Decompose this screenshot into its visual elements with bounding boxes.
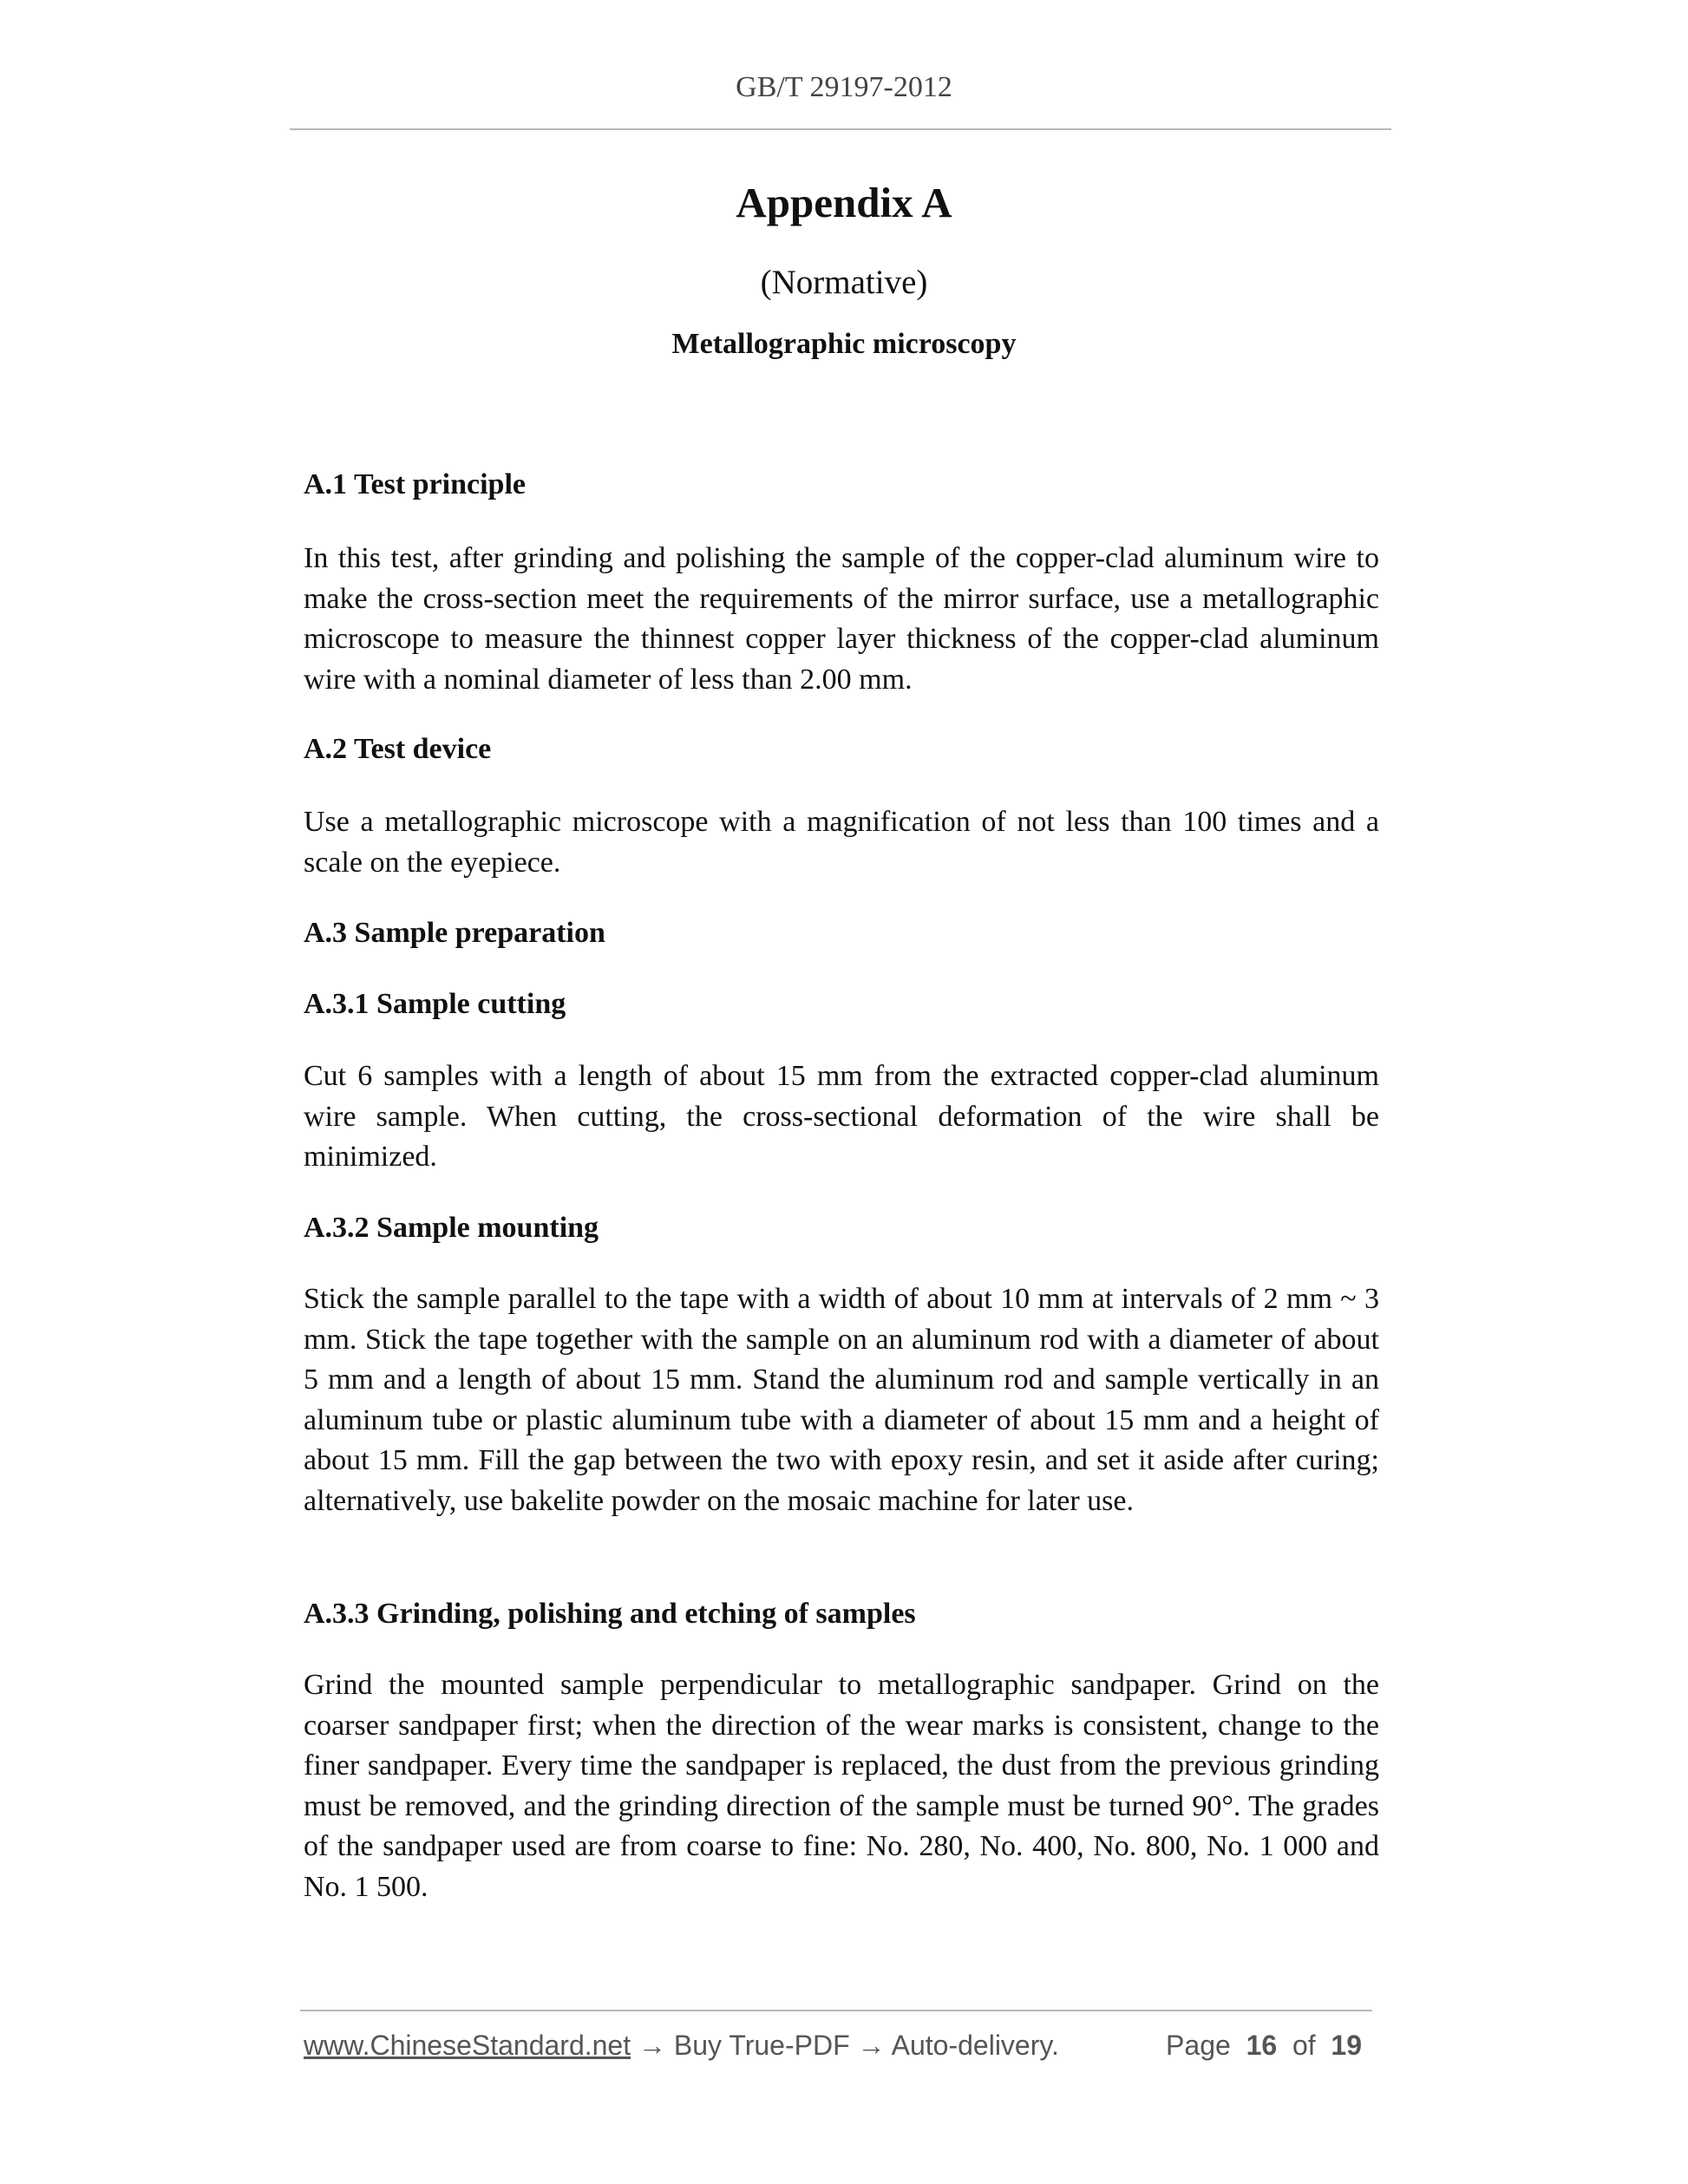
section-a1-heading: A.1 Test principle	[304, 468, 526, 500]
document-code: GB/T 29197-2012	[736, 71, 952, 103]
header-divider	[290, 128, 1391, 130]
appendix-subject: Metallographic microscopy	[671, 328, 1017, 360]
page-footer	[304, 2030, 1372, 2073]
footer-promo	[304, 2030, 1059, 2062]
appendix-title: Appendix A	[736, 179, 952, 226]
section-a1-text: In this test, after grinding and polishing the sample of the copper-clad aluminum wire to make the cross-section meet the requirements of the mirror surface, use a metallographic microscope to measure the thinnest copper layer thickness of the copper-clad aluminum wire with a nominal diameter of less than 2.00 mm.	[304, 542, 1379, 696]
section-a33-text: Grind the mounted sample perpendicular to metallographic sandpaper. Grind on the coarser sandpaper first; when the direction of the wear marks is consistent, change to the finer sandpaper. Every time the sandpaper is replaced, the dust from the previous grinding must be removed, and the grinding direction of the sample must be turned 90°. The grades of the sandpaper used are from coarse to fine: No. 280, No. 400, No. 800, No. 1 000 and No. 1 500.	[304, 1669, 1379, 1903]
appendix-status: (Normative)	[760, 264, 928, 301]
section-a32-heading: A.3.2 Sample mounting	[304, 1212, 599, 1244]
page-indicator	[1166, 2030, 1362, 2062]
section-a31-text: Cut 6 samples with a length of about 15 mm from the extracted copper-clad aluminum wire sample. When cutting, the cross-sectional deformation of the wire shall be minimized.	[304, 1060, 1379, 1173]
page-current: 16	[1246, 2030, 1278, 2061]
page-total: 19	[1331, 2030, 1362, 2061]
footer-divider	[300, 2010, 1372, 2011]
section-a33-heading: A.3.3 Grinding, polishing and etching of samples	[304, 1598, 916, 1630]
section-a2-heading: A.2 Test device	[304, 733, 492, 765]
section-a3-heading: A.3 Sample preparation	[304, 917, 605, 949]
of-label: of	[1292, 2030, 1316, 2061]
site-link[interactable]: www.ChineseStandard.net	[304, 2030, 631, 2061]
section-a31-heading: A.3.1 Sample cutting	[304, 988, 566, 1020]
section-a2-text: Use a metallographic microscope with a magnification of not less than 100 times and a scale on the eyepiece.	[304, 806, 1379, 879]
page-label: Page	[1166, 2030, 1231, 2061]
footer-tagline: → Buy True-PDF → Auto-delivery.	[631, 2030, 1059, 2061]
section-a32-text: Stick the sample parallel to the tape with a width of about 10 mm at intervals of 2 mm ~ 3 mm. Stick the tape together with the sample on an aluminum rod with a diameter of about 5 mm and a length of about 15 mm. Stand the aluminum rod and sample vertically in an aluminum tube or plastic aluminum tube with a diameter of about 15 mm and a height of about 15 mm. Fill the gap between the two with epoxy resin, and set it aside after curing; alternatively, use bakelite powder on the mosaic machine for later use.	[304, 1283, 1379, 1517]
